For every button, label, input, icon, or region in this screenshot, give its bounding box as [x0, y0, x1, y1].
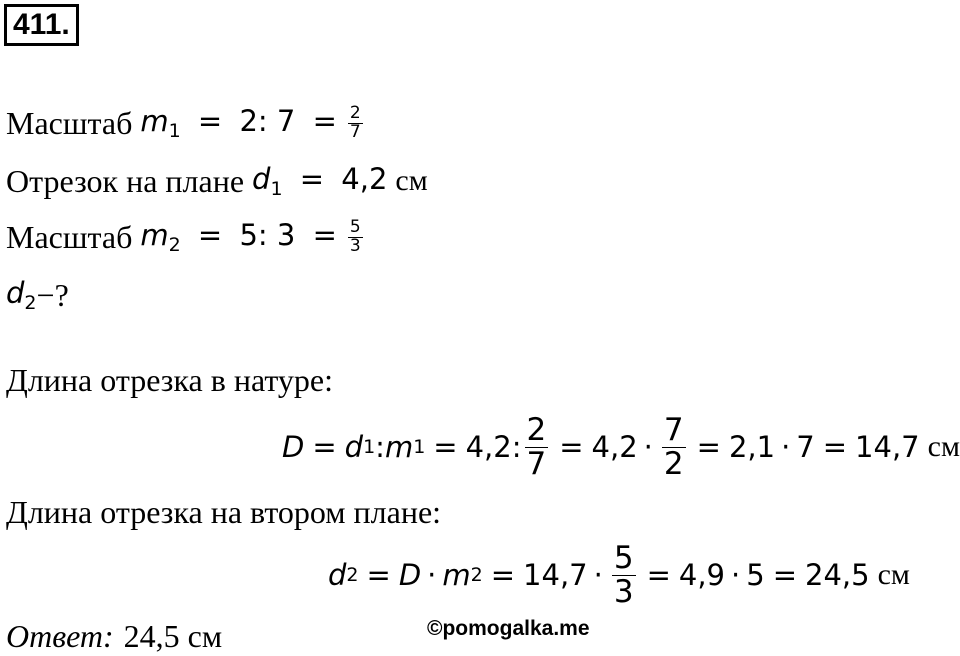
answer-label: Ответ:	[6, 618, 114, 654]
step1-text: Длина отрезка в натуре:	[6, 362, 333, 398]
given-unknown: $d_2$ −?	[6, 276, 69, 314]
formula-natural-length: D = d 1 : m 1 = 4,2: $\frac{2}{7}$ = 4,2 · $\frac{7}{2}$ = 2,1 · 7 = 14,7 см	[282, 412, 960, 482]
scale1-math: $m_1 = 2$: 7 =	[140, 104, 337, 142]
scale2-fraction: $\frac{5}{3}$	[349, 216, 361, 256]
watermark: ©pomogalka.me	[427, 617, 590, 640]
scale2-ratio: 5: 3	[239, 218, 296, 252]
step2-text: Длина отрезка на втором плане:	[6, 494, 442, 530]
scale2-label: Масштаб	[6, 218, 133, 255]
answer-value: 24,5 см	[123, 618, 223, 654]
result2: 24,5	[805, 558, 870, 593]
segment-label: Отрезок на плане	[6, 162, 245, 199]
formula-second-plan: d 2 = D · m 2 = 14,7 · $\frac{5}{3}$ = 4,9 · 5 = 24,5 см	[328, 540, 910, 610]
unit-cm: см	[395, 164, 428, 197]
fraction-7-2: $\frac{7}{2}$	[663, 412, 684, 482]
scale1-ratio: 2: 7	[239, 104, 296, 138]
scale1-label: Масштаб	[6, 104, 133, 141]
given-scale2: Масштаб $m_2 = 5$: 3 = $\frac{5}{3}$	[6, 216, 361, 256]
given-segment: Отрезок на плане $d_1 = 4,2$ см	[6, 162, 428, 200]
fraction-2-7: $\frac{2}{7}$	[526, 412, 547, 482]
answer	[6, 618, 222, 655]
fraction-5-3: $\frac{5}{3}$	[613, 540, 634, 610]
segment-value: 4,2	[341, 162, 388, 196]
given-scale1	[6, 104, 366, 142]
result1: 14,7	[855, 430, 920, 465]
unknown-mark: −?	[36, 276, 69, 313]
scale1-fraction: $\frac{2}{7}$	[349, 102, 361, 142]
problem-number: 411.	[4, 4, 79, 46]
